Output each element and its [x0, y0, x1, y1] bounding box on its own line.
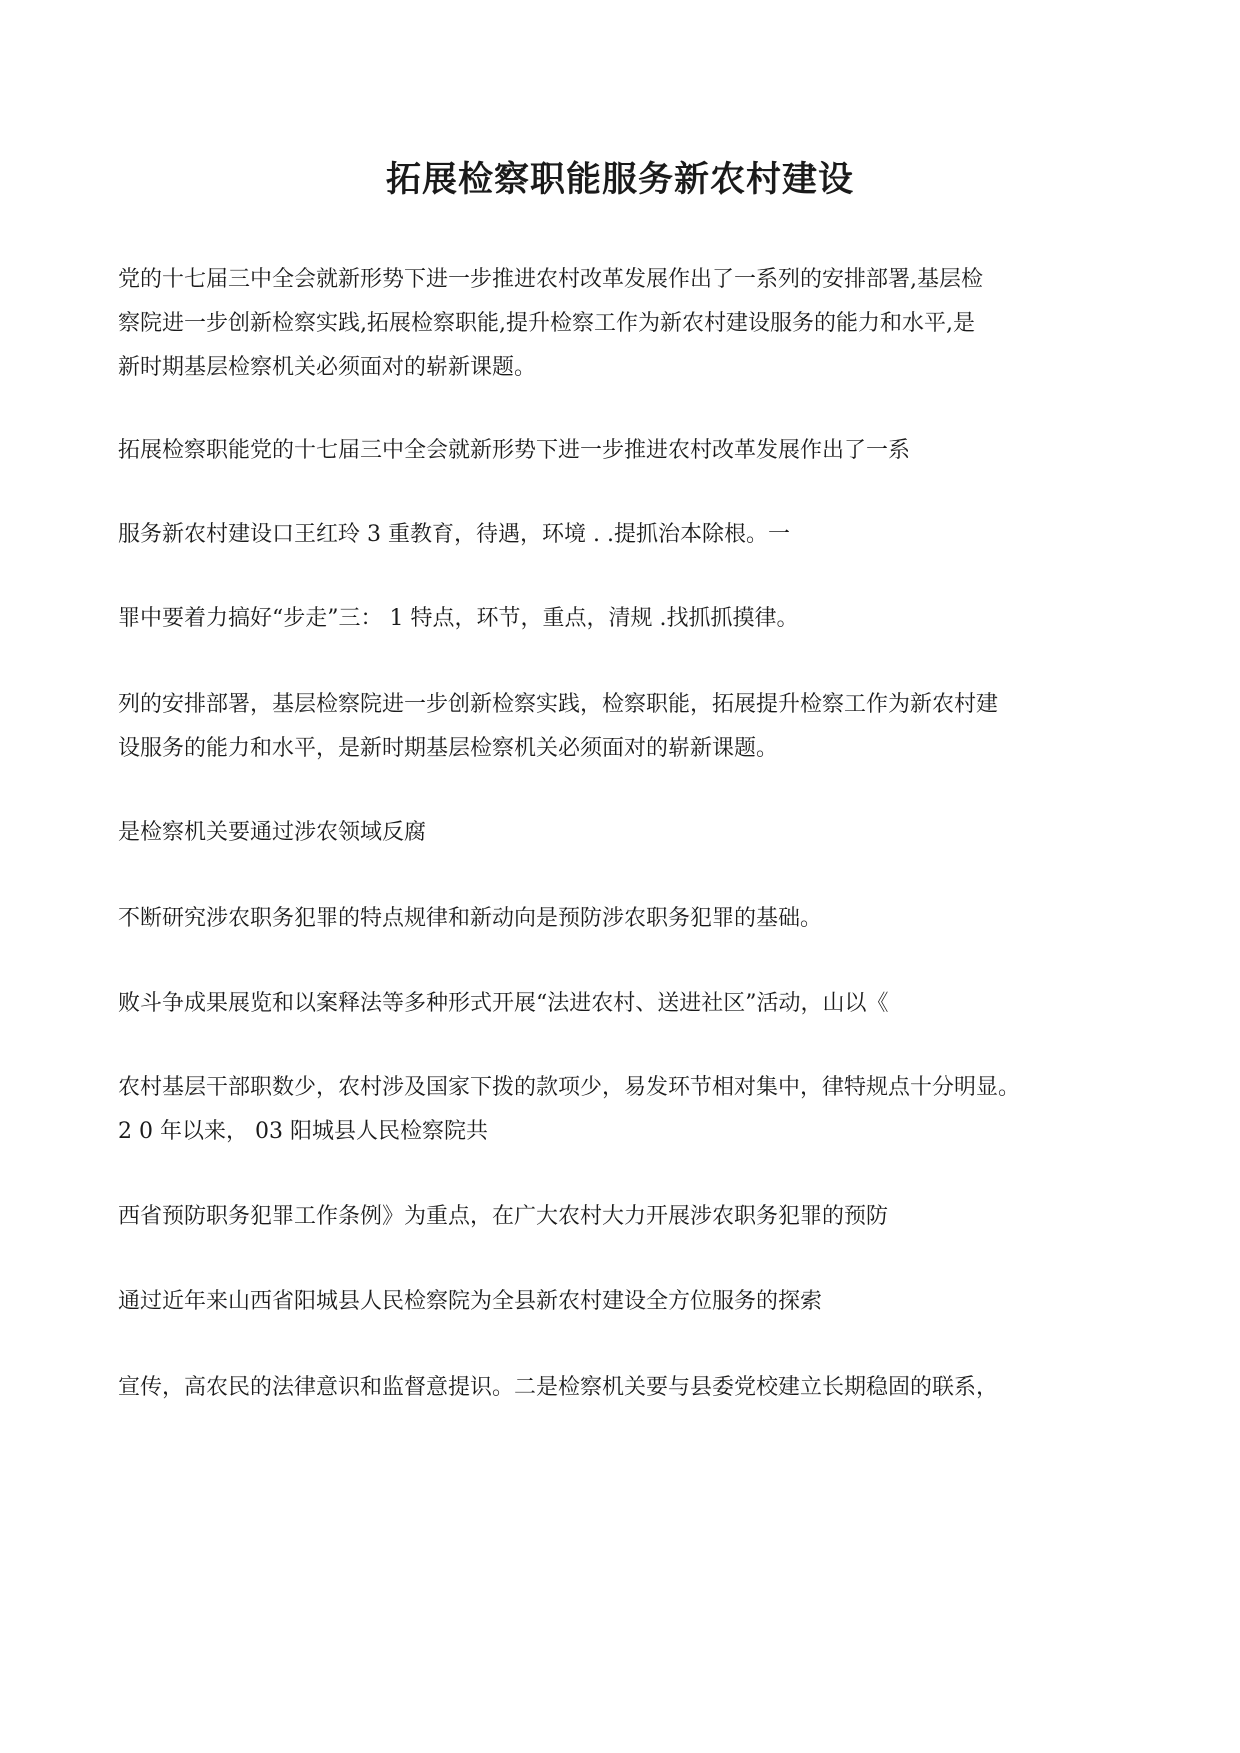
paragraph-line: 通过近年来山西省阳城县人民检察院为全县新农村建设全方位服务的探索 — [118, 1289, 823, 1314]
paragraph-line: 拓展检察职能党的十七届三中全会就新形势下进一步推进农村改革发展作出了一系 — [118, 438, 911, 463]
paragraph-line: 2 0 年以来， 03 阳城县人民检察院共 — [118, 1119, 488, 1144]
paragraph-line: 不断研究涉农职务犯罪的特点规律和新动向是预防涉农职务犯罪的基础。 — [118, 906, 823, 931]
paragraph-11 — [118, 1280, 1128, 1324]
paragraph-line: 宣传，高农民的法律意识和监督意提识。二是检察机关要与县委党校建立长期稳固的联系， — [118, 1375, 999, 1400]
paragraph-line: 农村基层干部职数少，农村涉及国家下拨的款项少，易发环节相对集中，律特规点十分明显。 — [118, 1075, 1021, 1100]
paragraph-6 — [118, 811, 1128, 855]
paragraph-line: 败斗争成果展览和以案释法等多种形式开展“法进农村、送进社区”活动，山以《 — [118, 991, 889, 1016]
paragraph-8 — [118, 982, 1128, 1026]
paragraph-4 — [118, 597, 1128, 641]
paragraph-line: 西省预防职务犯罪工作条例》为重点，在广大农村大力开展涉农职务犯罪的预防 — [118, 1204, 889, 1229]
paragraph-5 — [118, 683, 1128, 771]
paragraph-line: 罪中要着力搞好“步走”三： 1 特点，环节，重点，清规 .找抓抓摸律。 — [118, 606, 799, 631]
paragraph-1 — [118, 258, 1128, 390]
document-title: 拓展检察职能服务新农村建设 — [385, 159, 854, 200]
paragraph-line: 党的十七届三中全会就新形势下进一步推进农村改革发展作出了一系列的安排部署,基层检 — [118, 267, 983, 292]
paragraph-line: 设服务的能力和水平，是新时期基层检察机关必须面对的崭新课题。 — [118, 736, 779, 761]
paragraph-line: 新时期基层检察机关必须面对的崭新课题。 — [118, 355, 537, 380]
paragraph-3 — [118, 513, 1128, 557]
paragraph-7 — [118, 897, 1128, 941]
paragraph-12 — [118, 1366, 1128, 1410]
paragraph-line: 是检察机关要通过涉农领域反腐 — [118, 820, 427, 845]
paragraph-line: 察院进一步创新检察实践,拓展检察职能,提升检察工作为新农村建设服务的能力和水平,是 — [118, 311, 975, 336]
paragraph-10 — [118, 1195, 1128, 1239]
paragraph-line: 服务新农村建设口王红玲 3 重教育，待遇，环境 . .提抓治本除根。一 — [118, 522, 790, 547]
paragraph-line: 列的安排部署，基层检察院进一步创新检察实践，检察职能，拓展提升检察工作为新农村建 — [118, 692, 999, 717]
paragraph-2 — [118, 429, 1128, 473]
paragraph-9 — [118, 1066, 1128, 1154]
